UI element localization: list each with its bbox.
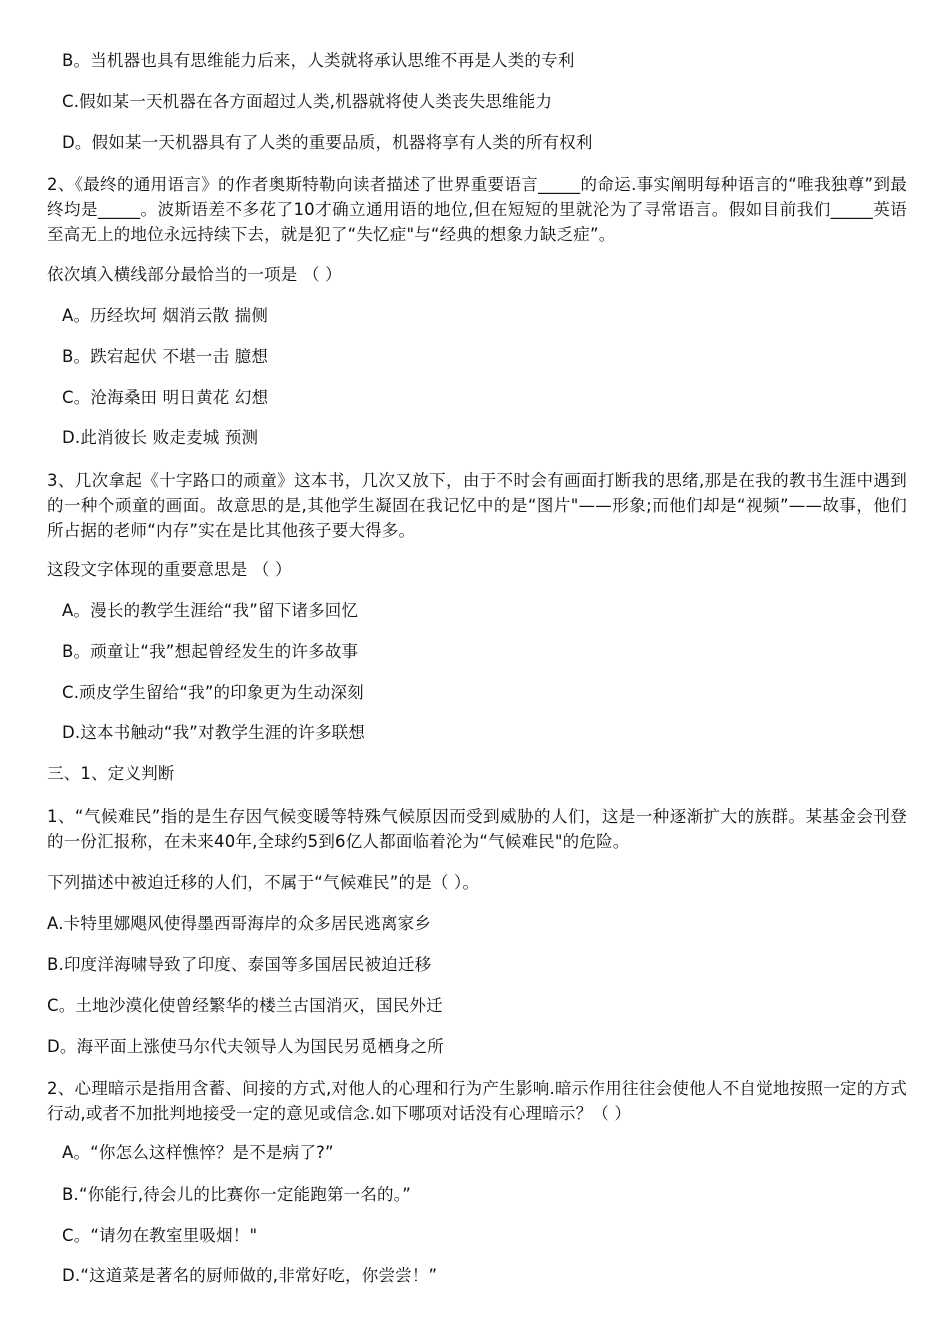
question-2-option-a: A。历经坎坷 烟消云散 揣侧 [62,306,269,325]
question-3-option-a: A。漫长的教学生涯给“我”留下诸多回忆 [62,601,359,620]
definition-2-option-c: C。“请勿在教室里吸烟！" [62,1226,258,1245]
definition-2-option-a: A。“你怎么这样憔悴？是不是病了?” [62,1143,334,1162]
definition-1-option-c: C。土地沙漠化使曾经繁华的楼兰古国消灭，国民外迁 [47,996,443,1015]
definition-1-option-a: A.卡特里娜飓风使得墨西哥海岸的众多居民逃离家乡 [47,914,432,933]
prev-question-option-c: C.假如某一天机器在各方面超过人类,机器就将使人类丧失思维能力 [62,92,553,111]
prev-question-option-b: B。当机器也具有思维能力后来，人类就将承认思维不再是人类的专利 [62,51,575,70]
question-3-prompt: 这段文字体现的重要意思是 （ ） [47,560,292,579]
question-3-option-d: D.这本书触动“我”对教学生涯的许多联想 [62,723,366,742]
question-3-option-c: C.顽皮学生留给“我”的印象更为生动深刻 [62,683,364,702]
question-2-option-d: D.此消彼长 败走麦城 预测 [62,428,259,447]
definition-2-option-b: B.“你能行,待会儿的比赛你一定能跑第一名的。” [62,1185,411,1204]
question-2-option-b: B。跌宕起伏 不堪一击 臆想 [62,347,269,366]
definition-2-option-d: D.“这道菜是著名的厨师做的,非常好吃，你尝尝！” [62,1266,438,1285]
definition-2-stem: 2、心理暗示是指用含蓄、间接的方式,对他人的心理和行为产生影响.暗示作用往往会使他人不自觉地按照一定的方式行动,或者不加批判地接受一定的意见或信念.如下哪项对话没有心理暗示？（ ） [47,1079,907,1123]
question-3-option-b: B。顽童让“我”想起曾经发生的许多故事 [62,642,359,661]
question-2-prompt: 依次填入横线部分最恰当的一项是 （ ） [47,265,342,284]
definition-1-option-b: B.印度洋海啸导致了印度、泰国等多国居民被迫迁移 [47,955,432,974]
definition-1-stem: 1、“气候难民”指的是生存因气候变暖等特殊气候原因而受到威胁的人们，这是一种逐渐扩大的族群。某基金会刊登的一份汇报称，在未来40年,全球约5到6亿人都面临着沦为“气候难民"的危险。 [47,807,907,851]
prev-question-option-d: D。假如某一天机器具有了人类的重要品质，机器将享有人类的所有权利 [62,133,593,152]
question-2-option-c: C。沧海桑田 明日黄花 幻想 [62,388,269,407]
definition-1-prompt: 下列描述中被迫迁移的人们，不属于“气候难民”的是（ ）。 [47,873,480,892]
question-3-stem: 3、几次拿起《十字路口的顽童》这本书，几次又放下，由于不时会有画面打断我的思绪,那是在我的教书生涯中遇到的一种个顽童的画面。故意思的是,其他学生凝固在我记忆中的是“图片"——形象;而他们却是“视频”——故事，他们所占据的老师“内存”实在是比其他孩子要大得多。 [47,471,907,540]
definition-1-option-d: D。海平面上涨使马尔代夫领导人为国民另觅栖身之所 [47,1037,445,1056]
question-2-stem: 2、《最终的通用语言》的作者奥斯特勒向读者描述了世界重要语言_____的命运.事实阐明每种语言的“唯我独尊”到最终均是_____。波斯语差不多花了10才确立通用语的地位,但在短短的里就沦为了寻常语言。假如目前我们_____英语至高无上的地位永远持续下去，就是犯了“失忆症"与“经典的想象力缺乏症”。 [47,175,907,244]
section-title: 三、1、定义判断 [47,764,175,783]
